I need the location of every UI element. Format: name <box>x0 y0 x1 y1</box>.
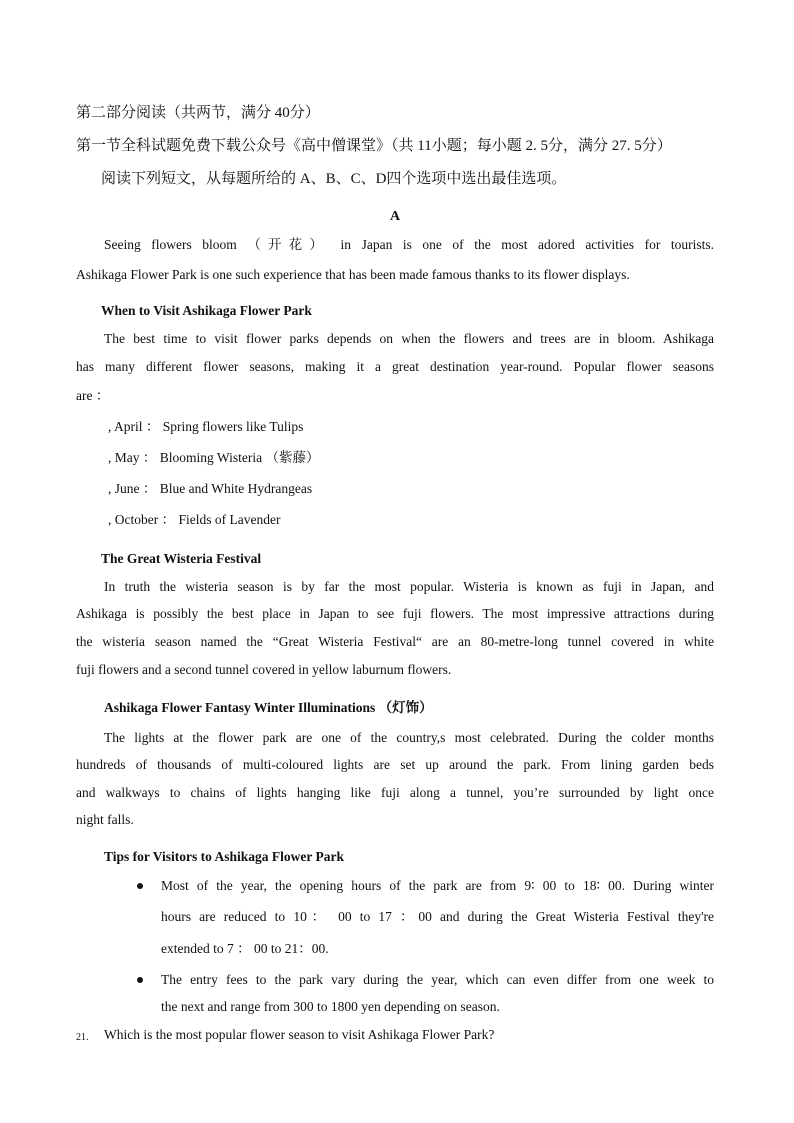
tip-1-line-2: hours are reduced to 10： 00 to 17 ：00 and during the Great Wisteria Festival they're <box>161 909 714 924</box>
heading-tips: Tips for Visitors to Ashikaga Flower Park <box>104 849 345 864</box>
part-title: 第二部分阅读（共两节，满分 40分） <box>76 105 320 121</box>
season-item-may: , May ： Blooming Wisteria （紫藤） <box>108 450 320 465</box>
heading-winter-illuminations: Ashikaga Flower Fantasy Winter Illuminations （灯饰） <box>104 700 433 715</box>
wisteria-line-2: Ashikaga is possibly the best place in Japan to see fuji flowers. The most impressive attractions during <box>76 606 714 621</box>
tip-1-line-1: Most of the year, the opening hours of the park are from 9∶ 00 to 18∶ 00. During winter <box>161 878 714 893</box>
illuminations-line-3: and walkways to chains of lights hanging like fuji along a tunnel, you’re surrounded by light once <box>76 785 714 800</box>
intro-line-1: Seeing flowers bloom （开花） in Japan is one of the most adored activities for tourists. <box>104 237 714 252</box>
instructions: 阅读下列短文，从每题所给的 A、B、C、D四个选项中选出最佳选项。 <box>101 171 567 187</box>
tip-1-line-3: extended to 7 ： 00 to 21：00. <box>161 941 329 956</box>
question-number: 21. <box>76 1032 89 1043</box>
illuminations-line-2: hundreds of thousands of multi-coloured lights are set up around the park. From lining garden beds <box>76 757 714 772</box>
illuminations-line-1: The lights at the flower park are one of the country,s most celebrated. During the colder months <box>104 730 714 745</box>
passage-label: A <box>390 209 401 224</box>
season-item-october: , October ： Fields of Lavender <box>108 512 281 527</box>
wisteria-line-1: In truth the wisteria season is by far the most popular. Wisteria is known as fuji in Japan, and <box>104 579 714 594</box>
tip-2-line-2: the next and range from 300 to 1800 yen depending on season. <box>161 999 500 1014</box>
section-title: 第一节全科试题免费下载公众号《高中僧课堂》（共 11小题；每小题 2. 5分，满分 27. 5分） <box>76 138 672 154</box>
season-item-june: , June ： Blue and White Hydrangeas <box>108 481 313 496</box>
tip-2-line-1: The entry fees to the park vary during the year, which can even differ from one week to <box>161 972 714 987</box>
intro-line-2: Ashikaga Flower Park is one such experience that has been made famous thanks to its flower displays. <box>76 267 630 282</box>
heading-when-to-visit: When to Visit Ashikaga Flower Park <box>101 303 312 318</box>
illuminations-line-4: night falls. <box>76 812 134 827</box>
bullet-icon <box>137 883 143 889</box>
question-text: Which is the most popular flower season to visit Ashikaga Flower Park? <box>104 1027 495 1042</box>
when-line-2: has many different flower seasons, making it a great destination year-round. Popular flower seasons <box>76 359 714 374</box>
heading-wisteria-festival: The Great Wisteria Festival <box>101 551 262 566</box>
wisteria-line-3: the wisteria season named the “Great Wisteria Festival“ are an 80-metre-long tunnel covered in white <box>76 634 714 649</box>
when-line-3: are ： <box>76 388 110 403</box>
bullet-icon <box>137 977 143 983</box>
when-line-1: The best time to visit flower parks depends on when the flowers and trees are in bloom. Ashikaga <box>104 331 714 346</box>
season-item-april: , April ： Spring flowers like Tulips <box>108 419 304 434</box>
wisteria-line-4: fuji flowers and a second tunnel covered in yellow laburnum flowers. <box>76 662 452 677</box>
